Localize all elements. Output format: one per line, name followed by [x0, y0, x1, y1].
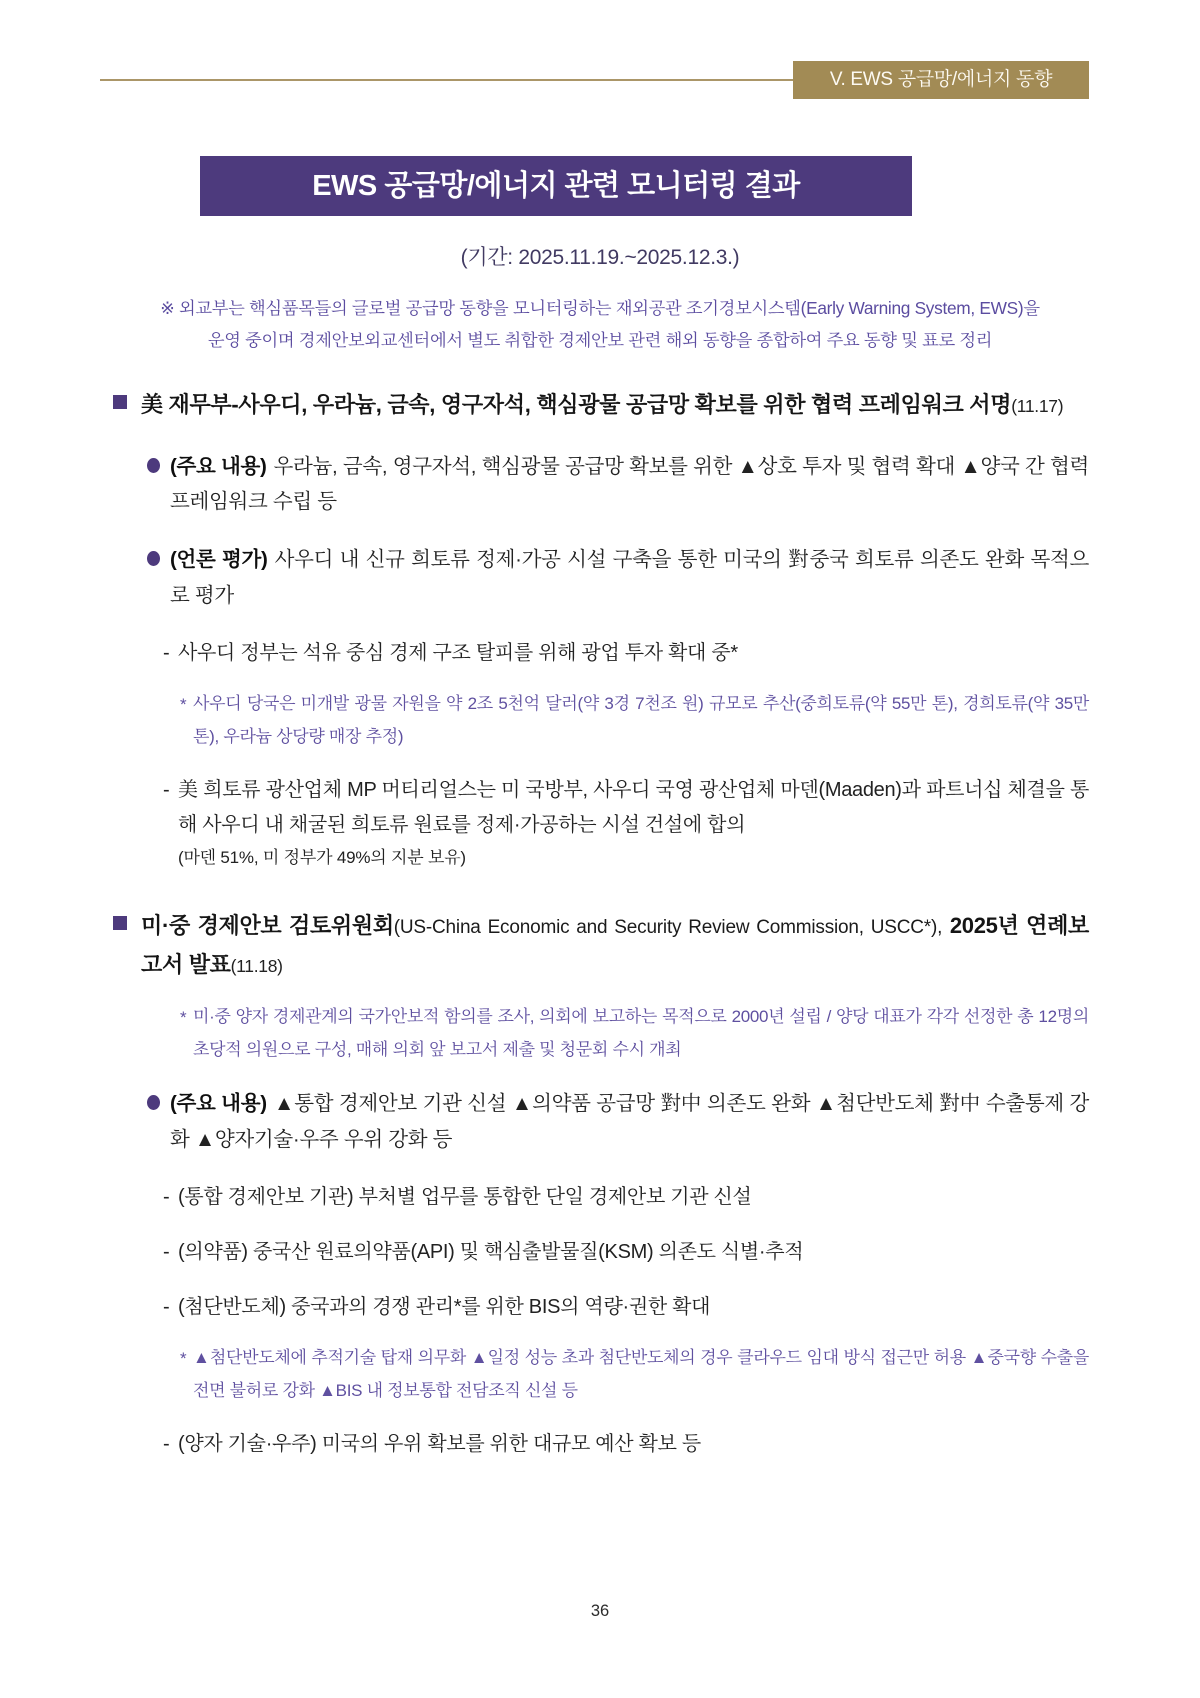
monitoring-period: (기간: 2025.11.19.~2025.12.3.)	[460, 246, 740, 269]
content-area	[113, 386, 1089, 1482]
section2-dash-pharma	[163, 1235, 1089, 1270]
circle-bullet-icon	[147, 458, 160, 473]
dash-text: (양자 기술·우주) 미국의 우위 확보를 위한 대규모 예산 확보 등	[178, 1433, 701, 1456]
page-number: 36	[590, 1602, 610, 1620]
section1-heading	[113, 386, 1089, 425]
header-divider-line	[100, 79, 795, 81]
dash-subtext: (마덴 51%, 미 정부가 49%의 지분 보유)	[178, 848, 466, 868]
dash-marker: -	[163, 1186, 170, 1209]
section1-bullet-main	[147, 449, 1089, 521]
dash-marker: -	[163, 642, 170, 664]
intro-note-line2: 운영 중이며 경제안보외교센터에서 별도 취합한 경제안보 관련 해외 동향을 종합하여 주요 동향 및 표로 정리	[207, 329, 993, 350]
bullet-text: 우라늄, 금속, 영구자석, 핵심광물 공급망 확보를 위한 ▲상호 투자 및 협력 확대 ▲양국 간 협력 프레임워크 수립 등	[170, 454, 1090, 514]
bullet-label: (주요 내용)	[170, 1092, 267, 1116]
bullet-label: (언론 평가)	[170, 548, 268, 572]
section2-footnote-uscc	[180, 1000, 1089, 1066]
bullet-label: (주요 내용)	[170, 454, 267, 478]
section-gap	[113, 893, 1089, 907]
section2-footnote-bis	[180, 1341, 1089, 1407]
footnote-text: 사우디 당국은 미개발 광물 자원을 약 2조 5천억 달러(약 3경 7천조 원) 규모로 추산(중희토류(약 55만 톤), 경희토류(약 35만 톤), 우라늄 상당량 매장 추정)	[193, 694, 1089, 747]
square-bullet-icon	[113, 395, 127, 409]
section1-bullet-media	[147, 542, 1089, 614]
section1-heading-date: (11.17)	[1011, 396, 1064, 416]
section1-dash-mp	[163, 773, 1089, 873]
section2-heading-kr1: 미·중 경제안보 검토위원회	[141, 913, 394, 939]
circle-bullet-icon	[147, 1095, 160, 1110]
asterisk-marker: *	[180, 695, 187, 714]
footnote-text: ▲첨단반도체에 추적기술 탑재 의무화 ▲일정 성능 초과 첨단반도체의 경우 클라우드 임대 방식 접근만 허용 ▲중국향 수출을 전면 불허로 강화 ▲BIS 내 정보통합 전담조직 신설 등	[193, 1348, 1089, 1401]
dash-text: 사우디 정부는 석유 중심 경제 구조 탈피를 위해 광업 투자 확대 중*	[178, 642, 738, 664]
footnote-text: 미·중 양자 경제관계의 국가안보적 함의를 조사, 의회에 보고하는 목적으로 2000년 설립 / 양당 대표가 각각 선정한 총 12명의 초당적 의원으로 구성, 매해 의회 앞 보고서 제출 및 청문회 수시 개최	[193, 1007, 1089, 1060]
dash-text: (첨단반도체) 중국과의 경쟁 관리*를 위한 BIS의 역량·권한 확대	[178, 1296, 711, 1319]
section2-heading	[113, 907, 1089, 984]
section2-heading-date: (11.18)	[230, 955, 283, 976]
asterisk-marker: *	[180, 1349, 187, 1369]
dash-marker: -	[163, 1433, 170, 1456]
section1-dash-saudi	[163, 636, 1089, 671]
page-title: EWS 공급망/에너지 관련 모니터링 결과	[200, 156, 912, 216]
dash-marker: -	[163, 779, 170, 802]
dash-text: (통합 경제안보 기관) 부처별 업무를 통합한 단일 경제안보 기관 신설	[178, 1186, 752, 1209]
dash-text: 美 희토류 광산업체 MP 머티리얼스는 미 국방부, 사우디 국영 광산업체 마덴(Maaden)과 파트너십 체결을 통해 사우디 내 채굴된 희토류 원료를 정제·가공하는 시설 건설에 합의	[178, 779, 1089, 837]
section2-dash-quantum	[163, 1427, 1089, 1462]
section1-footnote-resources	[180, 687, 1089, 753]
dash-marker: -	[163, 1296, 170, 1319]
dash-marker: -	[163, 1241, 170, 1264]
intro-note-line1: ※ 외교부는 핵심품목들의 글로벌 공급망 동향을 모니터링하는 재외공관 조기경보시스템(Early Warning System, EWS)을	[160, 298, 1040, 318]
section2-dash-semiconductor	[163, 1290, 1089, 1325]
bullet-text: ▲통합 경제안보 기관 신설 ▲의약품 공급망 對中 의존도 완화 ▲첨단반도체 對中 수출통제 강화 ▲양자기술·우주 우위 강화 등	[170, 1092, 1090, 1152]
section2-heading-en: (US-China Economic and Security Review Commission, USCC*),	[393, 917, 943, 939]
dash-text: (의약품) 중국산 원료의약품(API) 및 핵심출발물질(KSM) 의존도 식별·추적	[178, 1241, 804, 1264]
circle-bullet-icon	[147, 551, 160, 566]
section1-heading-text: 美 재무부-사우디, 우라늄, 금속, 영구자석, 핵심광물 공급망 확보를 위한 협력 프레임워크 서명	[141, 392, 1012, 417]
chapter-tab: V. EWS 공급망/에너지 동향	[793, 61, 1089, 99]
intro-note	[60, 293, 1140, 357]
asterisk-marker: *	[180, 1008, 187, 1028]
bullet-text: 사우디 내 신규 희토류 정제·가공 시설 구축을 통한 미국의 對중국 희토류 의존도 완화 목적으로 평가	[170, 548, 1089, 608]
section2-bullet-main	[147, 1086, 1089, 1158]
section2-dash-agency	[163, 1180, 1089, 1215]
square-bullet-icon	[113, 916, 127, 930]
section2-heading-kr2: 2025년 연례보고서 발표	[141, 913, 1090, 977]
